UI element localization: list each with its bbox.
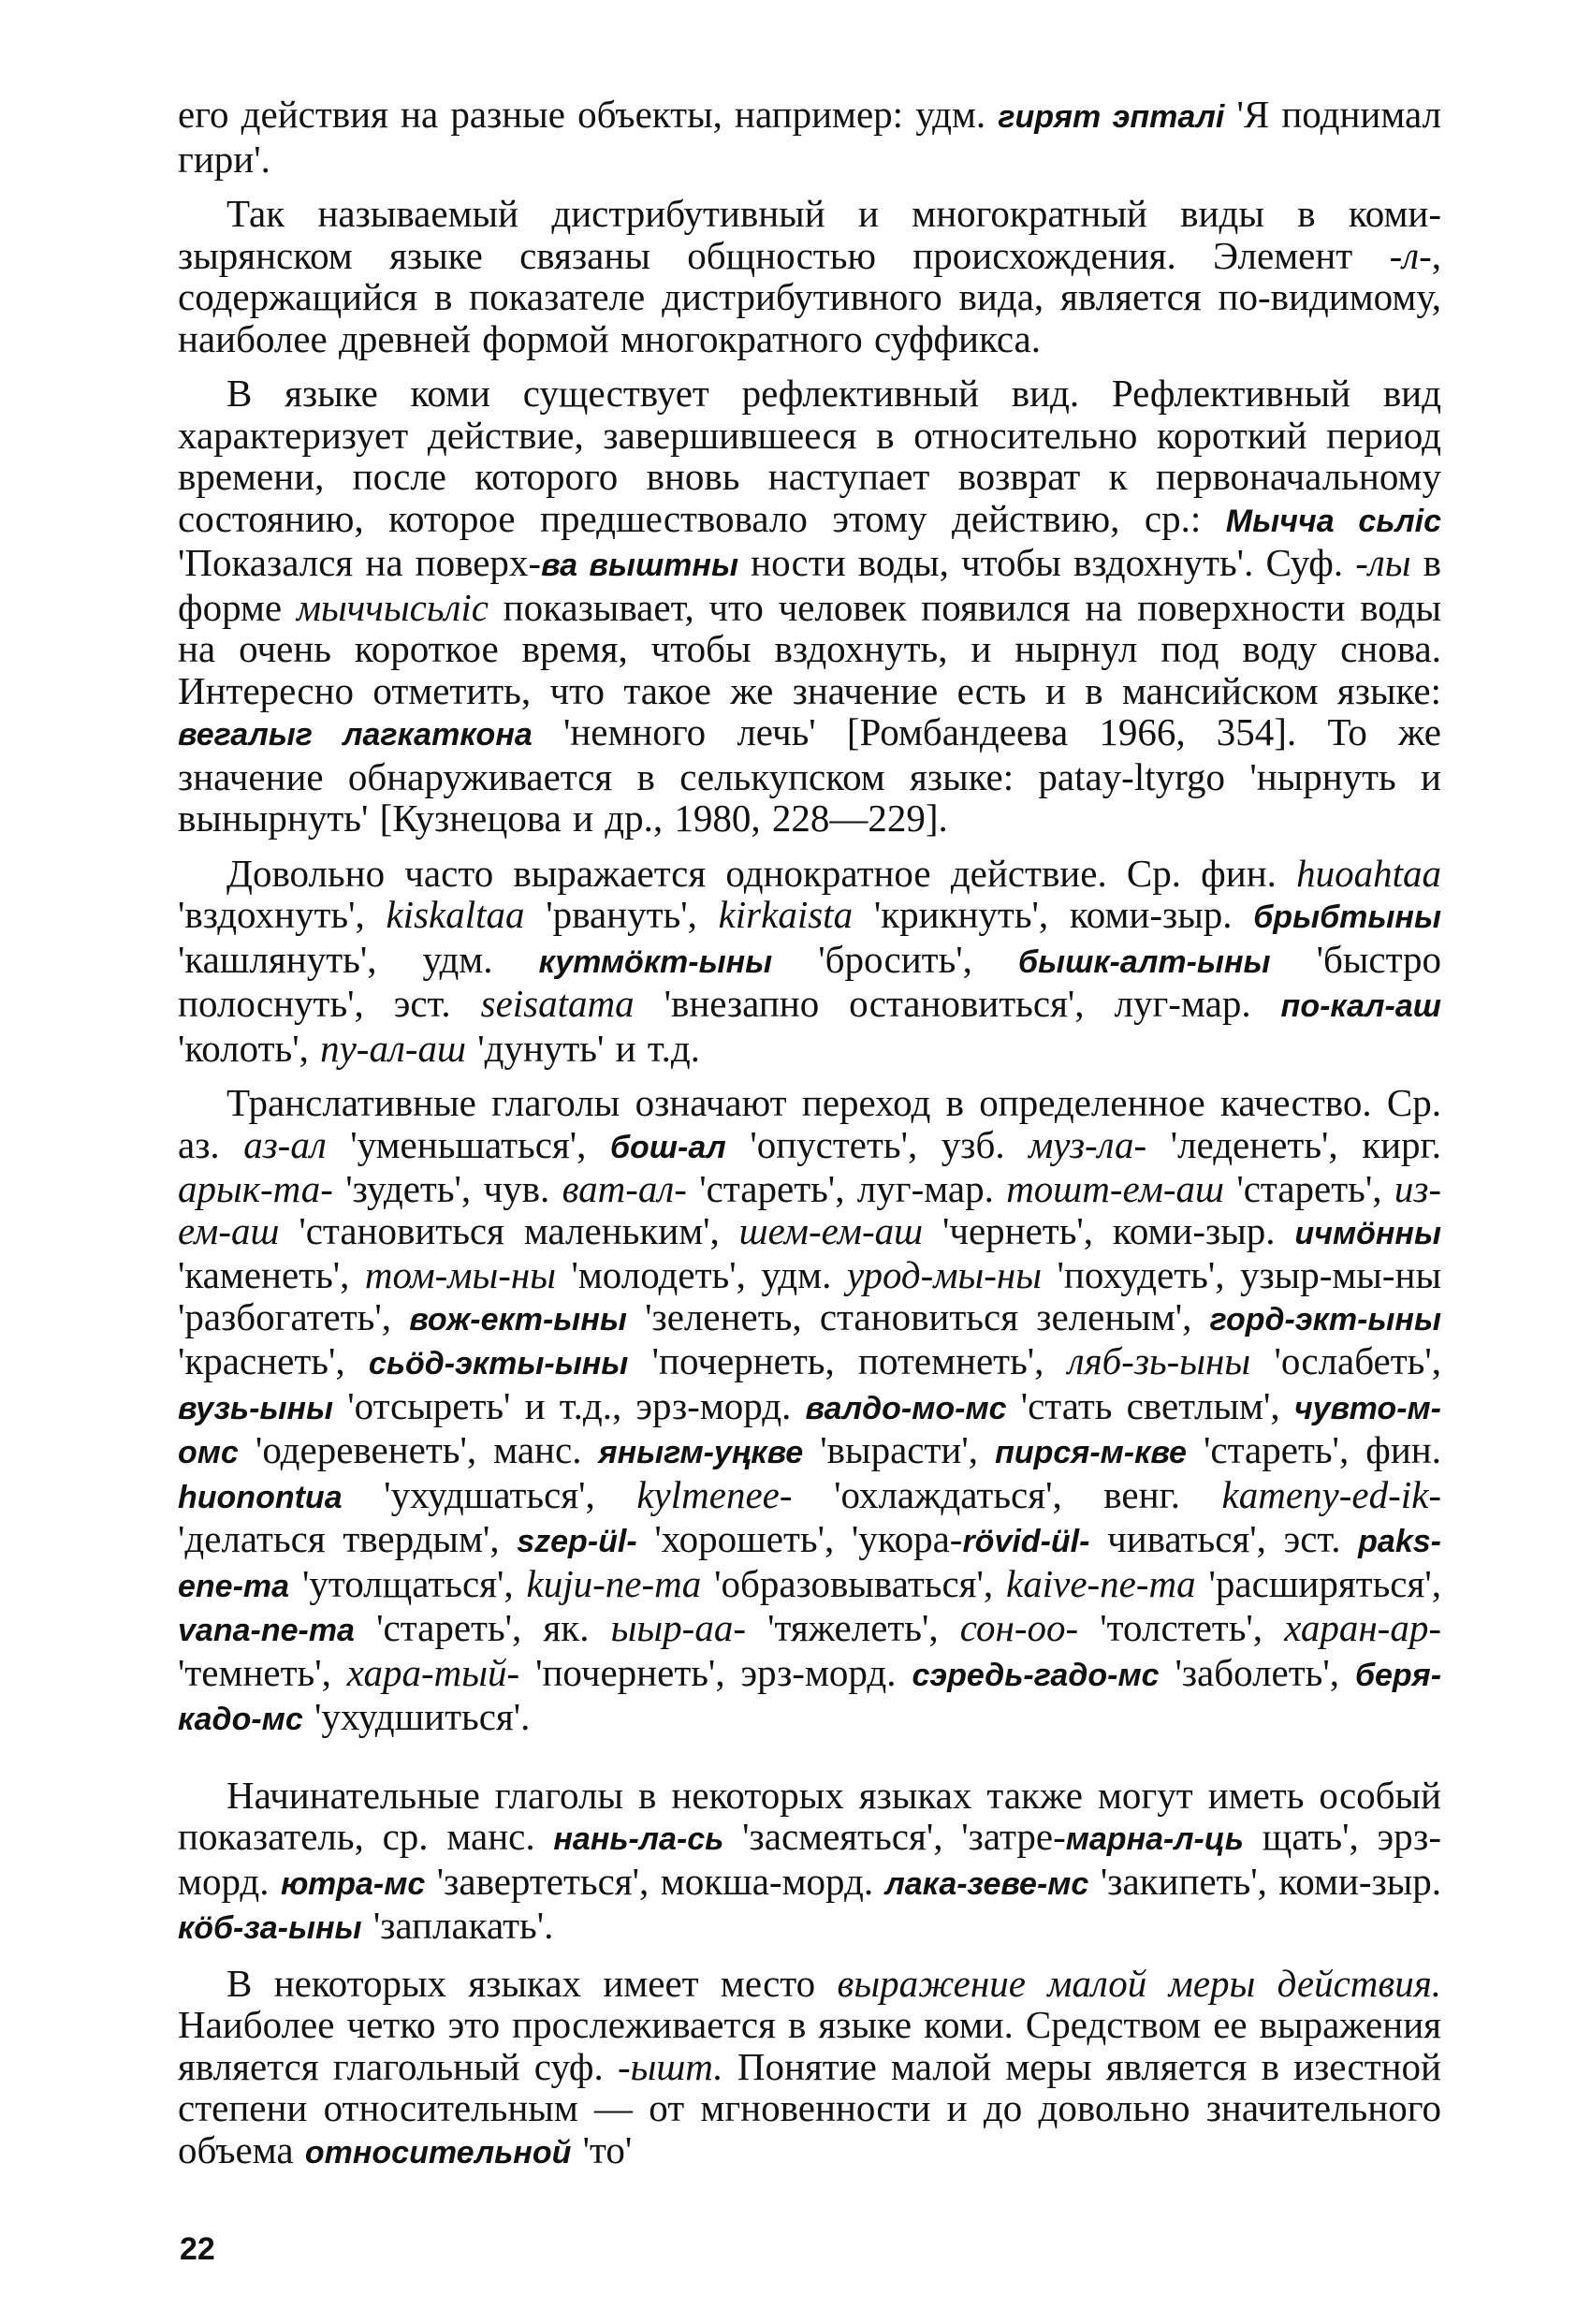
term-text: ват-ал-	[562, 1167, 687, 1210]
term-text: huoahtaa	[1296, 851, 1441, 895]
term-text: ыыр-аа-	[610, 1606, 746, 1649]
body-text: 'уменьшаться',	[326, 1122, 610, 1166]
body-text: 'закипеть', коми-зыр.	[1088, 1859, 1441, 1903]
paragraph-p1	[178, 94, 1441, 180]
paragraph-p4	[178, 853, 1441, 1070]
body-text: 'становиться маленьким',	[279, 1208, 739, 1252]
term-text: харан-ар-	[1284, 1606, 1441, 1649]
term-text: кöб-за-ыны	[178, 1910, 362, 1946]
body-text: 'стареть',	[1223, 1167, 1394, 1210]
body-text: показывает, что человек появился на поверхности воды на очень короткое время, чтобы вздохнуть, и нырнул под воду снова. Интересно отметить, что такое же значение есть и в мансийском языке:	[178, 585, 1442, 712]
body-text: 'толстеть',	[1078, 1606, 1285, 1649]
term-text: лака-зеве-мс	[884, 1865, 1089, 1902]
term-text: kuju-ne-ma	[526, 1561, 702, 1605]
body-text: 'рвануть',	[524, 893, 719, 936]
term-text: kameny-ed-ik-	[1221, 1472, 1441, 1516]
paragraph-p5	[178, 1082, 1441, 1741]
body-text: 'образовываться',	[701, 1561, 1007, 1605]
body-text: 'почернеть', эрз-морд.	[519, 1650, 912, 1694]
body-text: 'утолщаться',	[289, 1561, 527, 1605]
term-text: бышк-алт-ыны	[1018, 943, 1271, 980]
body-text: 'заболеть',	[1159, 1650, 1355, 1694]
term-text: -лы	[1355, 541, 1411, 584]
term-text: kylmenee-	[636, 1472, 793, 1516]
term-text: кутмöкт-ыны	[538, 943, 773, 980]
page-body	[178, 94, 1441, 2186]
body-text: 'зеленеть, становиться зеленым',	[626, 1294, 1210, 1338]
term-text: марна-л-ць	[1065, 1821, 1244, 1857]
body-text: 'засмеяться', 'затре-	[723, 1815, 1066, 1858]
term-text: сэредь-гадо-мс	[912, 1657, 1160, 1693]
term-text: яныгм-уңкве	[598, 1435, 804, 1470]
body-text: 'леденеть', кирг.	[1146, 1122, 1441, 1166]
body-text: 'делаться твердым',	[178, 1517, 518, 1560]
body-text: 'стареть', фин.	[1186, 1428, 1441, 1471]
term-text: ва выштны	[541, 548, 738, 583]
term-text: аз-ал	[243, 1122, 327, 1166]
term-text: по-кал-аш	[1280, 988, 1441, 1024]
body-text: 'кашлянуть', удм.	[178, 937, 539, 981]
body-text: Транслативные глаголы означают переход в определенное качество. Ср. аз.	[178, 1081, 1441, 1166]
paragraph-p2	[178, 193, 1441, 359]
term-text: беря-кадо-мс	[178, 1657, 1442, 1737]
body-text: 'охлаждаться', венг.	[792, 1472, 1222, 1516]
body-text: щать', эрз-морд.	[178, 1815, 1441, 1903]
body-text: 'краснеть',	[178, 1339, 369, 1382]
body-text: Наиболее четко это прослеживается в языке коми. Средством ее выражения является глагольный суф.	[178, 2003, 1441, 2088]
body-text: ности воды, чтобы вздохнуть'. Суф.	[738, 541, 1356, 584]
body-text: Довольно часто выражается однократное действие. Ср. фин.	[226, 851, 1297, 895]
body-text: , содержащийся в показателе дистрибутивного вида, является по-видимому, наиболее древней формой многократного суффикса.	[178, 233, 1441, 360]
term-text: вож-ект-ыны	[409, 1301, 627, 1337]
body-text: 'похудеть', узыр-мы-ны 'разбогатеть',	[178, 1253, 1441, 1338]
term-text: мыччысьлiс	[296, 585, 489, 629]
body-text: 'опустеть', узб.	[725, 1122, 1029, 1166]
term-text: ляб-зь-ыны	[1067, 1339, 1251, 1382]
body-text: В некоторых языках имеет место	[226, 1961, 838, 2005]
term-text: -л-	[1389, 233, 1432, 277]
term-text: пирся-м-кве	[995, 1435, 1187, 1470]
term-text: kiskaltaa	[386, 893, 525, 936]
term-text: vana-ne-ma	[178, 1613, 355, 1648]
body-text: 'одеревенеть', манс.	[238, 1428, 599, 1471]
page-number: 22	[180, 2231, 215, 2267]
body-text: 'заплакать'.	[361, 1904, 554, 1947]
body-text: 'стареть', як.	[354, 1606, 611, 1649]
term-text: бош-ал	[609, 1129, 726, 1165]
body-text: 'внезапно остановиться', луг-мар.	[634, 982, 1281, 1025]
term-text: ичмöнны	[1294, 1215, 1441, 1251]
term-text: rövid-ül-	[962, 1524, 1090, 1559]
body-text: 'немного лечь' [Ромбандеева 1966, 354]. То же значение обнаруживается в селькупском языке: patay-ltyrgo 'нырнуть и вынырнуть' [Кузнецова и др., 1980, 228—229].	[178, 710, 1441, 840]
term-text: сьöд-экты-ыны	[368, 1346, 629, 1381]
term-text: брыбтыны	[1253, 899, 1441, 935]
body-text: 'отсыреть' и т.д., эрз-морд.	[333, 1383, 806, 1427]
paragraph-p7	[178, 1963, 1441, 2174]
body-text: 'бросить',	[772, 937, 1018, 981]
term-text: урод-мы-ны	[846, 1253, 1043, 1296]
term-text: нань-ла-сь	[553, 1821, 724, 1857]
body-text: Понятие малой меры является в изестной степени относительным — от мгновенности и до довольно значительного объема	[178, 2044, 1441, 2171]
term-text: пу-ал-аш	[320, 1026, 466, 1070]
term-text: paks-ene-ma	[178, 1524, 1441, 1604]
term-text: szep-ül-	[517, 1524, 637, 1559]
term-text: хара-тый-	[346, 1650, 520, 1694]
term-text: арык-та-	[178, 1167, 333, 1210]
body-text: Начинательные глаголы в некоторых языках также могут иметь особый показатель, ср. манс.	[178, 1773, 1441, 1858]
term-text: kirkaista	[718, 893, 854, 936]
term-text: выражение малой меры действия.	[837, 1961, 1441, 2005]
term-text: относительной	[304, 2134, 572, 2171]
body-text: 'крикнуть', коми-зыр.	[853, 893, 1254, 936]
term-text: тошт-ем-аш	[1006, 1167, 1224, 1210]
term-text: том-мы-ны	[364, 1253, 556, 1296]
term-text: ютра-мс	[281, 1865, 426, 1902]
term-text: горд-экт-ыны	[1209, 1301, 1442, 1337]
body-text: чиваться', эст.	[1089, 1517, 1359, 1560]
body-text: 'чернеть', коми-зыр.	[923, 1208, 1295, 1252]
term-text: валдо-мо-мс	[805, 1390, 1007, 1426]
term-text: чувто-м-омс	[178, 1390, 1441, 1470]
body-text: 'хорошеть', 'укора-	[636, 1517, 963, 1560]
term-text: из-ем-аш	[178, 1167, 1441, 1252]
term-text: вегалыг лагкаткона	[178, 717, 533, 753]
term-text: kaive-ne-ma	[1006, 1561, 1196, 1605]
term-text: Мычча сьлiс	[1225, 503, 1441, 539]
body-text: 'ухудшаться',	[342, 1472, 637, 1516]
body-text: 'каменеть',	[178, 1253, 365, 1296]
body-text: 'молодеть', удм.	[555, 1253, 847, 1296]
term-text: seisatama	[480, 982, 635, 1025]
body-text: его действия на разные объекты, например: удм.	[178, 93, 999, 136]
paragraph-p3	[178, 373, 1441, 840]
body-text: 'то'	[571, 2127, 633, 2171]
term-text: муз-ла-	[1029, 1122, 1147, 1166]
body-text: 'быстро полоснуть', эст.	[178, 937, 1441, 1025]
paragraph-p6	[178, 1775, 1441, 1950]
body-text: 'расширяться',	[1195, 1561, 1441, 1605]
term-text: huonontua	[178, 1479, 343, 1515]
body-text: 'вырасти',	[803, 1428, 996, 1471]
body-text: 'завертеться', мокша-морд.	[425, 1859, 885, 1903]
body-text: 'Показался на поверх-	[178, 541, 542, 584]
body-text: 'стать светлым',	[1006, 1383, 1294, 1427]
body-text: 'почернеть, потемнеть',	[628, 1339, 1068, 1382]
body-text: 'дунуть' и т.д.	[465, 1026, 701, 1070]
body-text: 'темнеть',	[178, 1650, 347, 1694]
body-text: Так называемый дистрибутивный и многократный виды в коми-зырянском языке связаны общностью происхождения. Элемент	[178, 192, 1441, 277]
body-text: 'тяжелеть',	[745, 1606, 960, 1649]
term-text: шем-ем-аш	[738, 1208, 924, 1252]
body-text: 'колоть',	[178, 1026, 321, 1070]
term-text: -ышт.	[617, 2044, 723, 2088]
body-text: 'ослабеть',	[1250, 1339, 1441, 1382]
term-text: сон-оо-	[959, 1606, 1079, 1649]
term-text: вузь-ыны	[178, 1390, 334, 1426]
body-text: 'ухудшиться'.	[302, 1695, 531, 1738]
body-text: в форме	[178, 541, 1441, 629]
body-text: 'зудеть', чув.	[332, 1167, 562, 1210]
body-text: 'Я поднимал гири'.	[178, 93, 1442, 181]
term-text: гирят эпталі	[998, 99, 1225, 135]
body-text: 'вздохнуть',	[178, 893, 387, 936]
body-text: 'стареть', луг-мар.	[686, 1167, 1007, 1210]
body-text: В языке коми существует рефлективный вид. Рефлективный вид характеризует действие, завершившееся в относительно короткий период времени, после которого вновь наступает возврат к первоначальному состоянию, которое предшествовало этому действию, ср.:	[178, 372, 1441, 540]
